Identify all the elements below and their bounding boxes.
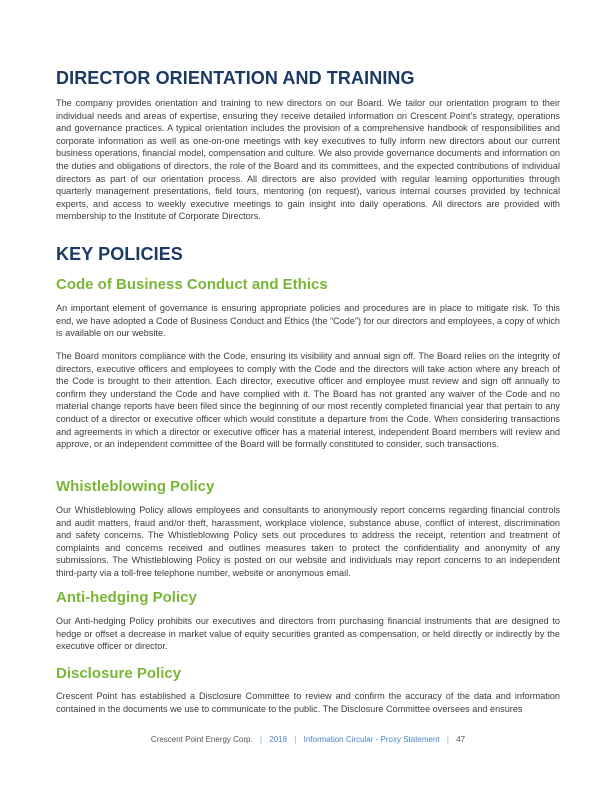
orientation-paragraph: The company provides orientation and training to new directors on our Board. We tailor our orientation program to their individual needs and areas of expertise, ensuring they receive detailed information on Crescent Point’s strategy, operations and governance practices. A typical orientation includes the provision of a comprehensive handbook of responsibilities and corporate information as well as one-on-one meetings with key executives to fully inform new directors about our current business operations, financial model, compensation and culture. We also provide governance documents and information on the duties and obligations of directors, the role of the Board and its committees, and the expected contributions of individual directors as part of our orientation process. All directors are also provided with regular learning opportunities through quarterly management presentations, field tours, mentoring (on request), various internal courses provided by technical experts, and access to weekly executive meetings to gain insight into daily operations. All directors are provided with membership to the Institute of Corporate Directors. [56,98,560,222]
subsection-title-whistleblowing: Whistleblowing Policy [56,478,215,495]
section-title-orientation: DIRECTOR ORIENTATION AND TRAINING [56,68,415,88]
footer-page-number: 47 [456,735,466,744]
code-paragraph-2: The Board monitors compliance with the Code, ensuring its visibility and annual sign off. The Board relies on the integrity of directors, executive officers and employees to comply with the Code and the directors will take action where any breach of the Code is brought to their attention. Each director, executive officer and employee must review and sign off annually to confirm they understand the Code and have complied with it. The Board has not granted any waiver of the Code and no material change reports have been filed since the beginning of our most recently completed financial year that pertain to any conduct of a director or executive officer which would constitute a departure from the Code. When considering transactions and agreements in which a director or executive officer has a material interest, independent Board members will review and approve, or an independent committee of the Board will be formally constituted to consider, such transactions. [56,351,560,450]
subsection-title-disclosure: Disclosure Policy [56,665,182,682]
page-footer [0,735,616,744]
footer-separator: | [446,735,449,744]
antihedging-paragraph: Our Anti-hedging Policy prohibits our executives and directors from purchasing financial instruments that are designed to hedge or offset a decrease in market value of equity securities granted as compensation, or held directly or indirectly by the executive officer or director. [56,616,560,652]
footer-document-title: Information Circular - Proxy Statement [303,735,440,744]
whistleblowing-paragraph: Our Whistleblowing Policy allows employees and consultants to anonymously report concerns regarding financial controls and audit matters, fraud and/or theft, harassment, workplace violence, substance abuse, conflict of interest, discrimination and safety concerns. The Whistleblowing Policy sets out procedures to address the receipt, retention and treatment of complaints and concerns received and outlines measures taken to protect the confidentiality and anonymity of any submissions. The Whistleblowing Policy is posted on our website and individuals may report concerns to an independent third-party via a toll-free telephone number, website or anonymous email. [56,505,560,578]
footer-separator: | [259,735,263,744]
section-title-key-policies: KEY POLICIES [56,244,183,264]
footer-company: Crescent Point Energy Corp. [150,735,253,744]
code-paragraph-1: An important element of governance is ensuring appropriate policies and procedures are in place to mitigate risk. To this end, we have adopted a Code of Business Conduct and Ethics (the “Code”) for our directors and employees, a copy of which is available on our website. [56,303,560,339]
subsection-title-code: Code of Business Conduct and Ethics [56,276,328,293]
footer-year: 2018 [269,735,288,744]
footer-separator: | [294,735,297,744]
disclosure-paragraph: Crescent Point has established a Disclosure Committee to review and confirm the accuracy of the data and information contained in the documents we use to communicate to the public. The Disclosure Committee oversees and ensures [56,691,560,714]
subsection-title-antihedging: Anti-hedging Policy [56,589,197,606]
